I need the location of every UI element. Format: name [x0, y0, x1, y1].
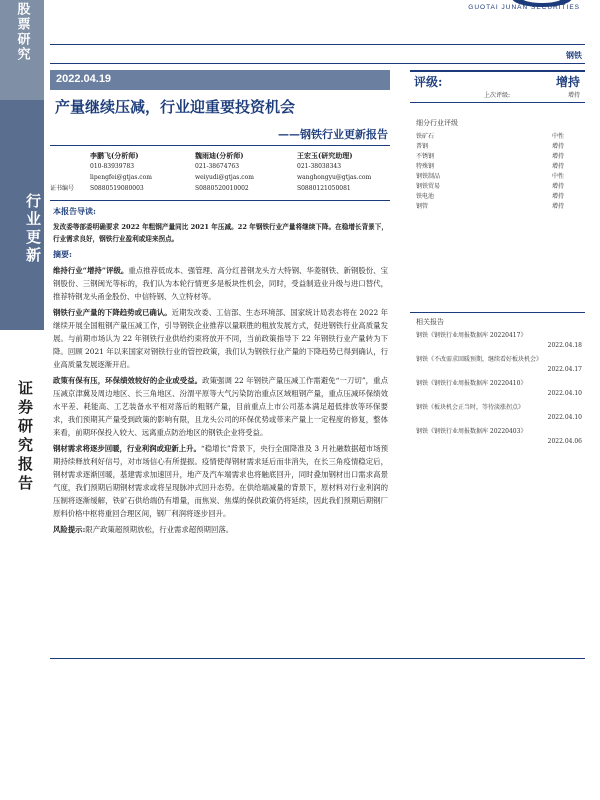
- footer-divider: [50, 658, 585, 659]
- sidebar-section-label: 行业更新: [0, 100, 44, 330]
- sub-industry-rating: 中性: [552, 133, 565, 140]
- abstract-title: 摘要:: [53, 249, 72, 259]
- sub-industry-name: 钢铁贸易: [416, 183, 441, 190]
- related-title: 相关报告: [416, 318, 444, 326]
- author-email: lipengfei@gtjas.com: [90, 174, 152, 181]
- table-row: [416, 202, 582, 212]
- report-subtitle: ——钢铁行业更新报告: [278, 128, 388, 141]
- sub-industry-name: 特殊钢: [416, 163, 435, 170]
- related-report-link[interactable]: 钢铁《板块机会正当时，等待淡涨拐点》: [416, 404, 525, 411]
- rating-value: 增持: [555, 75, 580, 89]
- table-row: [416, 162, 582, 172]
- sub-industry-rating: 增持: [552, 163, 565, 170]
- author-name: 魏雨迪(分析师): [195, 151, 244, 160]
- author-1: [90, 150, 152, 194]
- sidebar: [0, 0, 44, 800]
- related-divider: [410, 312, 585, 313]
- related-report-date: 2022.04.06: [547, 438, 582, 445]
- table-row: [416, 172, 582, 182]
- previous-rating-value: 增持: [567, 92, 580, 99]
- logo-text: GUOTAI JUNAN SECURITIES: [468, 4, 580, 11]
- paragraph-2: [53, 306, 388, 371]
- previous-rating-label: 上次评级:: [484, 92, 511, 99]
- paragraph-1: [53, 264, 388, 303]
- related-report-link[interactable]: 钢铁《钢铁行业周报数据库 20220417》: [416, 332, 527, 339]
- header-divider-2: [50, 63, 585, 64]
- related-report-link[interactable]: 钢铁《钢铁行业周报数据库 20220403》: [416, 428, 527, 435]
- paragraph-text: 近期发改委、工信部、生态环境部、国家统计局表态将在 2022 年继续开展全国粗钢产量压减工作，引导钢铁企业推荐以量联胜的粗放发展方式，促进钢铁行业高质量发展。与前期市场认为 22 年钢铁行业供给约束将放开不同，当前政策指导下 22 年钢铁行业产量转为下降。回顾 2021 年以来国家对钢铁行业的管控政策，我们认为钢铁行业产量的下降趋势已得到确认，行业高质量发展逐渐开启。: [53, 308, 388, 369]
- rating-bottom-divider: [410, 102, 585, 103]
- related-report-item[interactable]: [416, 378, 582, 397]
- report-date: 2022.04.19: [56, 73, 112, 85]
- author-cert: S0880519080003: [90, 185, 144, 192]
- title-divider: [50, 145, 390, 146]
- author-3: [297, 150, 371, 194]
- sub-industry-rating: 增持: [552, 153, 565, 160]
- author-name: 王宏玉(研究助理): [297, 151, 353, 160]
- author-phone: 021-38674763: [195, 163, 240, 170]
- paragraph-lead: 维持行业“增持”评级。: [53, 266, 129, 275]
- sub-industry-rating: 中性: [552, 173, 565, 180]
- sub-ratings-title: 细分行业评级: [416, 119, 458, 127]
- related-report-date: 2022.04.10: [547, 390, 582, 397]
- related-report-item[interactable]: [416, 402, 582, 421]
- guide-text: 发改委等部委明确要求 2022 年粗钢产量同比 2021 年压减。22 年钢铁行业产量将继续下降。在稳增长背景下，行业需求良好，钢铁行业盈利或迎来拐点。: [53, 223, 388, 243]
- sub-industry-name: 钢管: [416, 203, 429, 210]
- sub-industry-rating: 增持: [552, 193, 565, 200]
- sub-industry-rating: 增持: [552, 203, 565, 210]
- sub-industry-rating: 增持: [552, 183, 565, 190]
- risk-paragraph: [53, 523, 388, 536]
- author-phone: 010-83939783: [90, 163, 135, 170]
- risk-lead: 风险提示:: [53, 525, 86, 534]
- header-divider: [50, 44, 585, 45]
- report-title: 产量继续压减，行业迎重要投资机会: [55, 98, 296, 116]
- sub-industry-name: 普钢: [416, 143, 429, 150]
- paragraph-text: 政策强调 22 年钢铁产量压减工作需避免“一刀切”，重点压减京津冀及周边地区、长三角地区、汾渭平原等大气污染防治重点区域粗钢产量，重点压减环保绩效水平差、耗能高、工艺装备水平相对落后的粗钢产量，目前重点上市公司基本满足超低排放等环保要求，我们预期其产量受到政策的影响有限，且龙头公司的环保优势或带来产量上一定程度的修复，整体来看，前期环保投入较大、远离重点防治地区的钢铁企业将受益。: [53, 376, 388, 437]
- author-cert: S0880520010002: [195, 185, 249, 192]
- related-report-item[interactable]: [416, 330, 582, 349]
- sidebar-top-label: 股票研究: [0, 0, 44, 100]
- related-reports-list: [416, 330, 582, 450]
- paragraph-lead: 钢材需求将逐步回暖，行业利润或迎新上升。: [53, 444, 201, 453]
- author-name: 李鹏飞(分析师): [90, 151, 139, 160]
- author-cert: S0880121050081: [297, 185, 351, 192]
- paragraph-3: [53, 374, 388, 439]
- sub-industry-name: 不锈钢: [416, 153, 435, 160]
- author-email: wanghongyu@gtjas.com: [297, 174, 372, 181]
- table-row: [416, 152, 582, 162]
- paragraph-4: [53, 442, 388, 520]
- risk-text: 限产政策超预期放松，行业需求超预期回落。: [85, 525, 234, 534]
- sub-ratings-table: [416, 132, 582, 212]
- sub-industry-name: 钢铁制品: [416, 173, 441, 180]
- authors-divider: [50, 200, 390, 201]
- related-report-date: 2022.04.18: [547, 342, 582, 349]
- related-report-link[interactable]: 钢铁《不改需求回暖预期，继续看好板块机会》: [416, 356, 543, 363]
- paragraph-lead: 政策有保有压，环保绩效较好的企业或受益。: [53, 376, 203, 385]
- related-report-link[interactable]: 钢铁《钢铁行业周报数据库 20220410》: [416, 380, 527, 387]
- related-report-date: 2022.04.10: [547, 414, 582, 421]
- sub-industry-rating: 增持: [552, 143, 565, 150]
- sector-tag: 钢铁: [566, 50, 582, 60]
- author-phone: 021-38038343: [297, 163, 342, 170]
- table-row: [416, 132, 582, 142]
- rating-top-divider: [410, 70, 585, 72]
- sub-industry-name: 铁电池: [416, 193, 435, 200]
- cert-label: 证书编号: [50, 185, 75, 192]
- paragraph-lead: 钢铁行业产量的下降趋势或已确认。: [53, 308, 172, 317]
- paragraph-text: 重点推荐低成本、强管理、高分红普钢龙头方大特钢、华菱钢铁、新钢股份、宝钢股份、三钢闽光等标的，我们认为本轮行情更多是板块性机会，同时，受益制造业升级与进口替代，推荐特钢龙头甬金股份、中信特钢、久立特材等。: [53, 266, 388, 301]
- guide-title: 本报告导读:: [53, 206, 96, 216]
- paragraph-text: “稳增长”背景下，央行全面降准及 3 月社融数据超市场预期持续释放利好信号，对市场信心有所提振。疫情使得钢材需求延后而非消失，在长三角疫情稳定后，钢材需求逐渐回暖，基建需求加速回升，地产及汽车端需求也将触底回升，同时叠加钢材出口需求高景气度，我们预期后期钢材需求或将呈现脉冲式回升态势。在供给端减量的背景下，原材料对行业利润的压制将逐渐缓解，铁矿石供给端仍有增量，而焦炭、焦煤的保供政策仍将延续，因此我们预期后期钢厂原料价格中枢将重回合理区间，钢厂利润将逐步回升。: [53, 444, 388, 518]
- author-email: weiyudi@gtjas.com: [195, 174, 254, 181]
- related-report-date: 2022.04.17: [547, 366, 582, 373]
- rating-label: 评级:: [414, 75, 443, 89]
- date-bar: [50, 70, 390, 90]
- table-row: [416, 142, 582, 152]
- sub-industry-name: 铁矿石: [416, 133, 435, 140]
- table-row: [416, 182, 582, 192]
- author-2: [195, 150, 254, 194]
- related-report-item[interactable]: [416, 426, 582, 445]
- sidebar-report-type: 证券研究报告: [16, 380, 34, 494]
- related-report-item[interactable]: [416, 354, 582, 373]
- report-body: [53, 205, 388, 539]
- table-row: [416, 192, 582, 202]
